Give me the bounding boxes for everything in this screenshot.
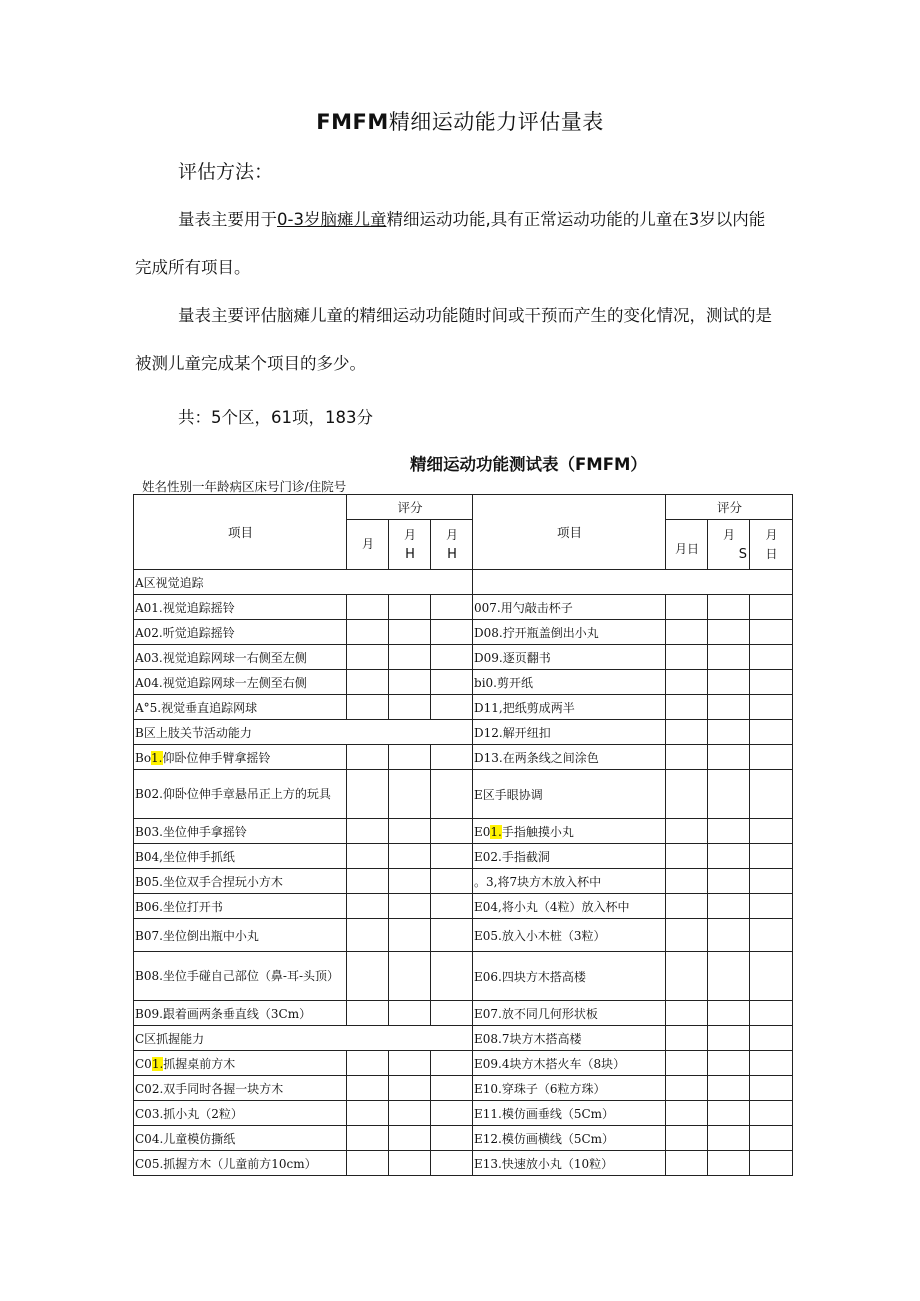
score-cell[interactable] — [750, 770, 793, 819]
score-cell[interactable] — [666, 1026, 708, 1051]
table-row — [134, 695, 793, 720]
score-cell[interactable] — [708, 844, 750, 869]
score-cell[interactable] — [750, 869, 793, 894]
score-cell[interactable] — [389, 919, 431, 952]
score-cell[interactable] — [431, 894, 473, 919]
method-heading: 评估方法： — [178, 161, 274, 183]
score-cell[interactable] — [431, 819, 473, 844]
score-cell[interactable] — [708, 1001, 750, 1026]
item-a02: A02.听觉追踪摇铃 — [134, 620, 347, 645]
score-cell[interactable] — [750, 844, 793, 869]
score-cell[interactable] — [666, 1001, 708, 1026]
total-summary: 共：5个区，61项，183分 — [178, 408, 373, 427]
score-cell[interactable] — [666, 1076, 708, 1101]
item-b09: B09.跟着画两条垂直线（3Cm） — [134, 1001, 347, 1026]
header-right-date-3: 月 日 — [750, 520, 793, 570]
item-e13: E13.快速放小丸（10粒） — [473, 1151, 666, 1176]
item-e05: E05.放入小木桩（3粒） — [473, 919, 666, 952]
table-row — [134, 745, 793, 770]
score-cell[interactable] — [750, 645, 793, 670]
score-cell[interactable] — [389, 952, 431, 1001]
score-cell[interactable] — [708, 1051, 750, 1076]
score-cell[interactable] — [389, 595, 431, 620]
score-cell[interactable] — [666, 952, 708, 1001]
score-cell[interactable] — [666, 819, 708, 844]
score-cell[interactable] — [750, 1051, 793, 1076]
score-cell[interactable] — [666, 770, 708, 819]
score-cell[interactable] — [347, 1001, 389, 1026]
score-cell[interactable] — [431, 670, 473, 695]
header-left-date-3: 月 H — [431, 520, 473, 570]
table-row — [134, 869, 793, 894]
score-cell[interactable] — [347, 745, 389, 770]
score-cell[interactable] — [708, 1076, 750, 1101]
score-cell[interactable] — [389, 894, 431, 919]
score-cell[interactable] — [708, 869, 750, 894]
score-cell[interactable] — [708, 1126, 750, 1151]
score-cell[interactable] — [431, 1126, 473, 1151]
score-cell[interactable] — [389, 670, 431, 695]
score-cell[interactable] — [347, 1151, 389, 1176]
score-cell[interactable] — [347, 1126, 389, 1151]
score-cell[interactable] — [708, 1026, 750, 1051]
score-cell[interactable] — [431, 620, 473, 645]
score-cell[interactable] — [666, 1126, 708, 1151]
table-row — [134, 952, 793, 1001]
score-cell[interactable] — [750, 1026, 793, 1051]
item-d10: bi0.剪开纸 — [473, 670, 666, 695]
header-left-date-1: 月 — [347, 520, 389, 570]
score-cell[interactable] — [666, 745, 708, 770]
score-cell[interactable] — [708, 1101, 750, 1126]
item-c02: C02.双手同时各握一块方木 — [134, 1076, 347, 1101]
score-cell[interactable] — [666, 869, 708, 894]
header-item-right: 项目 — [473, 495, 666, 570]
table-row — [134, 645, 793, 670]
item-d09: D09.逐页翻书 — [473, 645, 666, 670]
item-e08: E08.7块方木搭高楼 — [473, 1026, 666, 1051]
score-cell[interactable] — [389, 1051, 431, 1076]
score-cell[interactable] — [750, 894, 793, 919]
table-title: 精细运动功能测试表（FMFM） — [410, 455, 647, 474]
score-cell[interactable] — [666, 919, 708, 952]
header-score-right: 评分 — [666, 495, 793, 520]
score-cell[interactable] — [666, 645, 708, 670]
score-cell[interactable] — [666, 894, 708, 919]
score-cell[interactable] — [666, 1051, 708, 1076]
score-cell[interactable] — [750, 1151, 793, 1176]
score-cell[interactable] — [389, 620, 431, 645]
score-cell[interactable] — [708, 919, 750, 952]
score-cell[interactable] — [750, 720, 793, 745]
score-cell[interactable] — [347, 620, 389, 645]
score-cell[interactable] — [431, 1101, 473, 1126]
item-b02: B02.仰卧位伸手章悬吊正上方的玩具 — [134, 770, 347, 819]
score-cell[interactable] — [708, 695, 750, 720]
paragraph-1-line-1: 量表主要用于0-3岁脑瘫儿童精细运动功能,具有正常运动功能的儿童在3岁以内能 — [178, 210, 766, 229]
score-cell[interactable] — [666, 720, 708, 745]
score-cell[interactable] — [708, 595, 750, 620]
score-cell[interactable] — [708, 819, 750, 844]
score-cell[interactable] — [666, 670, 708, 695]
table-row — [134, 1126, 793, 1151]
score-cell[interactable] — [666, 844, 708, 869]
paragraph-2-line-2: 被测儿童完成某个项目的多少。 — [135, 354, 366, 373]
section-e-heading: E区手眼协调 — [473, 770, 666, 819]
score-cell[interactable] — [750, 670, 793, 695]
score-cell[interactable] — [708, 620, 750, 645]
section-a-heading: A区视觉追踪 — [134, 570, 473, 595]
item-d12: D12.解开纽扣 — [473, 720, 666, 745]
item-e04: E04,将小丸（4粒）放入杯中 — [473, 894, 666, 919]
score-cell[interactable] — [431, 595, 473, 620]
score-cell[interactable] — [347, 670, 389, 695]
table-row — [134, 1001, 793, 1026]
score-cell[interactable] — [347, 695, 389, 720]
item-d11: D11,把纸剪成两半 — [473, 695, 666, 720]
table-row — [134, 770, 793, 819]
score-cell[interactable] — [750, 1076, 793, 1101]
table-row — [134, 595, 793, 620]
score-cell[interactable] — [750, 819, 793, 844]
score-cell[interactable] — [347, 819, 389, 844]
table-row — [134, 670, 793, 695]
score-cell[interactable] — [708, 720, 750, 745]
score-cell[interactable] — [708, 745, 750, 770]
score-cell[interactable] — [750, 952, 793, 1001]
header-right-date-1: 月日 — [666, 520, 708, 570]
table-row — [134, 919, 793, 952]
item-b08: B08.坐位手碰自己部位（鼻-耳-头顶） — [134, 952, 347, 1001]
score-cell[interactable] — [431, 645, 473, 670]
score-cell[interactable] — [347, 645, 389, 670]
item-b03: B03.坐位伸手拿摇铃 — [134, 819, 347, 844]
score-cell[interactable] — [389, 844, 431, 869]
item-b04: B04,坐位伸手抓纸 — [134, 844, 347, 869]
score-cell[interactable] — [431, 1051, 473, 1076]
score-cell[interactable] — [431, 952, 473, 1001]
item-c01: C01.抓握桌前方木 — [134, 1051, 347, 1076]
item-a03: A03.视觉追踪网球一右侧至左侧 — [134, 645, 347, 670]
table-row — [134, 1076, 793, 1101]
score-cell[interactable] — [389, 770, 431, 819]
header-left-date-2: 月 H — [389, 520, 431, 570]
header-item-left: 项目 — [134, 495, 347, 570]
score-cell[interactable] — [431, 770, 473, 819]
section-c-heading: C区抓握能力 — [134, 1026, 473, 1051]
table-row — [134, 620, 793, 645]
item-b07: B07.坐位倒出瓶中小丸 — [134, 919, 347, 952]
score-cell[interactable] — [708, 770, 750, 819]
score-cell[interactable] — [708, 645, 750, 670]
score-cell[interactable] — [389, 869, 431, 894]
score-cell[interactable] — [347, 770, 389, 819]
score-cell[interactable] — [431, 695, 473, 720]
item-d08: D08.拧开瓶盖倒出小丸 — [473, 620, 666, 645]
score-cell[interactable] — [666, 695, 708, 720]
paragraph-1-line-2: 完成所有项目。 — [135, 258, 251, 277]
score-cell[interactable] — [666, 620, 708, 645]
score-cell[interactable] — [750, 1126, 793, 1151]
table-row — [134, 1101, 793, 1126]
score-cell[interactable] — [431, 869, 473, 894]
score-cell[interactable] — [708, 952, 750, 1001]
item-e07: E07.放不同几何形状板 — [473, 1001, 666, 1026]
table-row — [134, 570, 793, 595]
item-d07: 007.用勺敲击杯子 — [473, 595, 666, 620]
score-cell[interactable] — [431, 919, 473, 952]
header-score-left: 评分 — [347, 495, 473, 520]
score-cell[interactable] — [389, 819, 431, 844]
table-row — [134, 1151, 793, 1176]
item-a04: A04.视觉追踪网球一左侧至右侧 — [134, 670, 347, 695]
score-cell[interactable] — [347, 869, 389, 894]
score-cell[interactable] — [347, 1101, 389, 1126]
score-cell[interactable] — [389, 1151, 431, 1176]
item-e03: 。3,将7块方木放入杯中 — [473, 869, 666, 894]
paragraph-2-line-1: 量表主要评估脑瘫儿童的精细运动功能随时间或干预而产生的变化情况，测试的是 — [178, 306, 772, 325]
score-cell[interactable] — [389, 1001, 431, 1026]
score-cell[interactable] — [347, 1051, 389, 1076]
score-cell[interactable] — [389, 645, 431, 670]
item-a05: A°5.视觉垂直追踪网球 — [134, 695, 347, 720]
table-row — [134, 720, 793, 745]
score-cell[interactable] — [431, 745, 473, 770]
patient-info-line: 姓名性别一年龄病区床号门诊/住院号 — [142, 479, 347, 494]
score-cell[interactable] — [347, 919, 389, 952]
score-cell[interactable] — [389, 695, 431, 720]
score-cell[interactable] — [347, 1076, 389, 1101]
item-e12: E12.模仿画横线（5Cm） — [473, 1126, 666, 1151]
item-e11: E11.模仿画垂线（5Cm） — [473, 1101, 666, 1126]
score-cell[interactable] — [750, 919, 793, 952]
score-cell[interactable] — [347, 952, 389, 1001]
score-cell[interactable] — [389, 1101, 431, 1126]
item-b05: B05.坐位双手合捏玩小方木 — [134, 869, 347, 894]
item-c03: C03.抓小丸（2粒） — [134, 1101, 347, 1126]
score-cell[interactable] — [750, 745, 793, 770]
score-cell[interactable] — [708, 670, 750, 695]
score-cell[interactable] — [431, 1151, 473, 1176]
score-cell[interactable] — [666, 1101, 708, 1126]
table-row — [134, 894, 793, 919]
page-title: FMFM精细运动能力评估量表 — [316, 110, 604, 134]
score-cell[interactable] — [431, 1076, 473, 1101]
item-c05: C05.抓握方木（儿童前方10cm） — [134, 1151, 347, 1176]
score-cell[interactable] — [708, 1151, 750, 1176]
header-row-1 — [134, 495, 793, 520]
score-cell[interactable] — [347, 595, 389, 620]
table-row — [134, 1051, 793, 1076]
item-e02: E02.手指截洞 — [473, 844, 666, 869]
item-c04: C04.儿童模仿撕纸 — [134, 1126, 347, 1151]
item-e09: E09.4块方木搭火车（8块） — [473, 1051, 666, 1076]
item-b01: Bo1.仰卧位伸手臂拿摇铃 — [134, 745, 347, 770]
header-right-date-2: 月 S — [708, 520, 750, 570]
score-cell[interactable] — [666, 1151, 708, 1176]
item-e01: E01.手指触摸小丸 — [473, 819, 666, 844]
item-a01: A01.视觉追踪摇铃 — [134, 595, 347, 620]
score-cell[interactable] — [750, 595, 793, 620]
section-b-heading: B区上肢关节活动能力 — [134, 720, 473, 745]
score-cell[interactable] — [750, 1001, 793, 1026]
table-row — [134, 1026, 793, 1051]
item-b06: B06.坐位打开书 — [134, 894, 347, 919]
assessment-table — [133, 494, 793, 1176]
score-cell[interactable] — [666, 595, 708, 620]
item-d13: D13.在两条线之间涂色 — [473, 745, 666, 770]
score-cell[interactable] — [389, 745, 431, 770]
table-row — [134, 844, 793, 869]
score-cell[interactable] — [347, 844, 389, 869]
item-e10: E10.穿珠子（6粒方珠） — [473, 1076, 666, 1101]
item-e06: E06.四块方木搭高楼 — [473, 952, 666, 1001]
score-cell[interactable] — [389, 1076, 431, 1101]
score-cell[interactable] — [750, 620, 793, 645]
score-cell[interactable] — [708, 894, 750, 919]
table-row — [134, 819, 793, 844]
score-cell[interactable] — [347, 894, 389, 919]
score-cell[interactable] — [431, 1001, 473, 1026]
score-cell[interactable] — [431, 844, 473, 869]
score-cell[interactable] — [389, 1126, 431, 1151]
score-cell[interactable] — [750, 695, 793, 720]
score-cell[interactable] — [750, 1101, 793, 1126]
